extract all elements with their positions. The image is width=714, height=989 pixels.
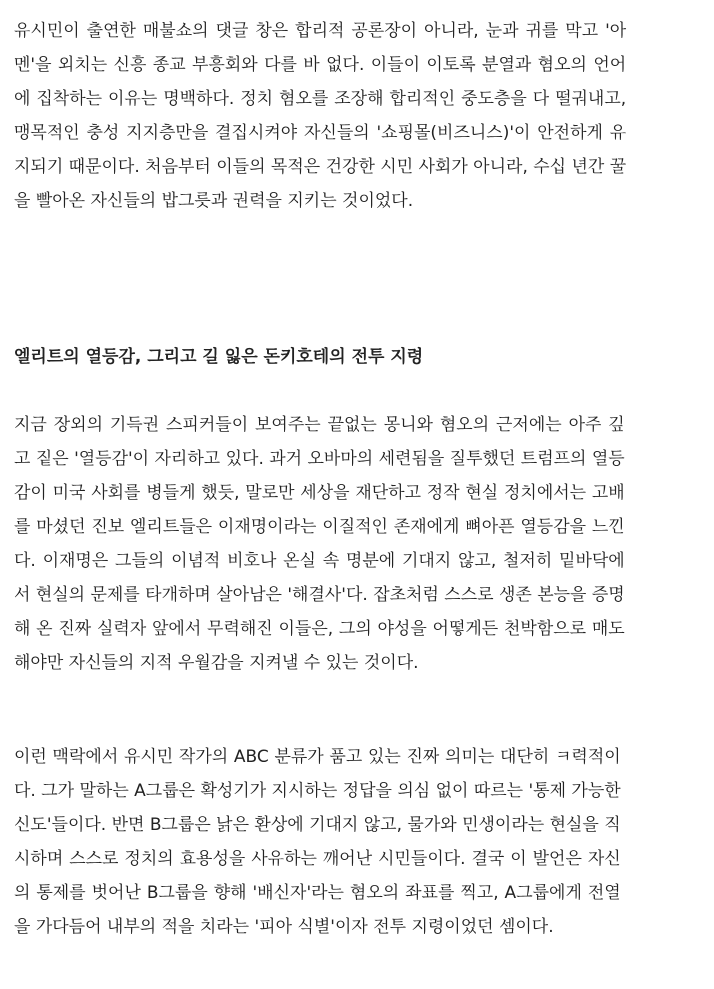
paragraph-1-line: 을 빨아온 자신들의 밥그릇과 권력을 지키는 것이었다. — [14, 191, 414, 211]
paragraph-1-line: 에 집착하는 이유는 명백하다. 정치 혐오를 조장해 합리적인 중도층을 다 떨궈내고, — [14, 89, 627, 109]
section-heading: 엘리트의 열등감, 그리고 길 잃은 돈키호테의 전투 지령 — [14, 347, 424, 367]
paragraph-3-line: 이런 맥락에서 유시민 작가의 ABC 분류가 품고 있는 진짜 의미는 대단히 ㅋ력적이 — [14, 747, 621, 767]
paragraph-3 — [14, 740, 621, 944]
paragraph-1 — [14, 14, 626, 218]
paragraph-1-line: 맹목적인 충성 지지층만을 결집시켜야 자신들의 '쇼핑몰(비즈니스)'이 안전하게 유 — [14, 123, 627, 143]
paragraph-2-line: 지금 장외의 기득권 스피커들이 보여주는 끝없는 몽니와 혐오의 근저에는 아주 깊 — [14, 415, 625, 435]
paragraph-1-line: 멘'을 외치는 신흥 종교 부흥회와 다를 바 없다. 이들이 이토록 분열과 혐오의 언어 — [14, 55, 627, 75]
paragraph-3-line: 시하며 스스로 정치의 효용성을 사유하는 깨어난 시민들이다. 결국 이 발언은 자신 — [14, 849, 621, 869]
paragraph-2 — [14, 408, 625, 680]
paragraph-2-line: 해야만 자신들의 지적 우월감을 지켜낼 수 있는 것이다. — [14, 653, 419, 673]
paragraph-3-line: 신도'들이다. 반면 B그룹은 낡은 환상에 기대지 않고, 물가와 민생이라는 현실을 직 — [14, 815, 621, 835]
paragraph-2-line: 고 짙은 '열등감'이 자리하고 있다. 과거 오바마의 세련됨을 질투했던 트럼프의 열등 — [14, 449, 625, 469]
paragraph-2-line: 감이 미국 사회를 병들게 했듯, 말로만 세상을 재단하고 정작 현실 정치에서는 고배 — [14, 483, 625, 503]
paragraph-3-line: 의 통제를 벗어난 B그룹을 향해 '배신자'라는 혐오의 좌표를 찍고, A그룹에게 전열 — [14, 883, 621, 903]
paragraph-1-line: 지되기 때문이다. 처음부터 이들의 목적은 건강한 시민 사회가 아니라, 수십 년간 꿀 — [14, 157, 627, 177]
paragraph-3-line: 을 가다듬어 내부의 적을 치라는 '피아 식별'이자 전투 지령이었던 셈이다. — [14, 917, 554, 937]
paragraph-2-line: 서 현실의 문제를 타개하며 살아남은 '해결사'다. 잡초처럼 스스로 생존 본능을 증명 — [14, 585, 625, 605]
paragraph-3-line: 다. 그가 말하는 A그룹은 확성기가 지시하는 정답을 의심 없이 따르는 '통제 가능한 — [14, 781, 621, 801]
paragraph-2-line: 를 마셨던 진보 엘리트들은 이재명이라는 이질적인 존재에게 뼈아픈 열등감을 느낀 — [14, 517, 625, 537]
paragraph-2-line: 다. 이재명은 그들의 이념적 비호나 온실 속 명분에 기대지 않고, 철저히 밑바닥에 — [14, 551, 625, 571]
paragraph-2-line: 해 온 진짜 실력자 앞에서 무력해진 이들은, 그의 야성을 어떻게든 천박함으로 매도 — [14, 619, 625, 639]
paragraph-1-line: 유시민이 출연한 매불쇼의 댓글 창은 합리적 공론장이 아니라, 눈과 귀를 막고 '아 — [14, 21, 627, 41]
